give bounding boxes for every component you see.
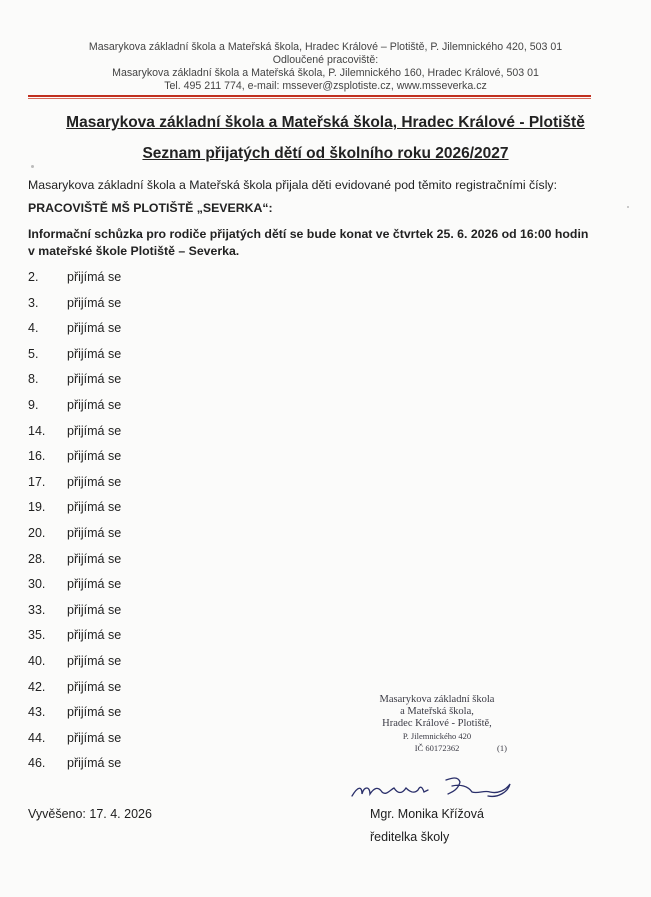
admission-status: přijímá se (67, 730, 122, 745)
admission-status: přijímá se (67, 654, 122, 668)
admission-status: přijímá se (67, 705, 122, 720)
stamp-number: (1) (497, 743, 507, 753)
scan-speck (627, 206, 629, 208)
registration-number: 20. (28, 526, 46, 540)
signatory-role: ředitelka školy (370, 830, 450, 844)
letterhead-line: Tel. 495 211 774, e-mail: mssever@zsplotiste.cz, www.msseverka.cz (164, 80, 487, 92)
registration-number: 4. (28, 321, 39, 336)
school-stamp (362, 694, 512, 754)
intro-text: Masarykova základní škola a Mateřská škola přijala děti evidované pod těmito registračními čísly: (28, 178, 558, 192)
registration-number: 5. (28, 346, 39, 361)
list-title: Seznam přijatých dětí od školního roku 2026/2027 (142, 145, 509, 162)
admission-status: přijímá se (67, 602, 122, 617)
registration-number: 19. (28, 500, 46, 515)
stamp-line: Hradec Králové - Plotiště, (382, 718, 492, 729)
admission-status: přijímá se (67, 756, 122, 771)
registration-number: 40. (28, 654, 46, 668)
stamp-line: IČ 60172362 (414, 743, 460, 753)
meeting-info-line: v mateřské škole Plotiště – Severka. (28, 244, 240, 258)
admission-status: přijímá se (67, 679, 122, 694)
school-heading: Masarykova základní škola a Mateřská škola, Hradec Králové - Plotiště (66, 114, 585, 131)
registration-number: 35. (28, 628, 46, 643)
posted-date: Vyvěšeno: 17. 4. 2026 (28, 807, 152, 821)
handwritten-signature (348, 772, 518, 802)
admission-status: přijímá se (67, 449, 122, 464)
admission-status: přijímá se (67, 577, 122, 592)
registration-number: 46. (28, 756, 46, 771)
registration-number: 9. (28, 398, 39, 412)
letterhead-divider-shadow (28, 98, 591, 99)
scan-speck (31, 165, 34, 168)
admission-status: přijímá se (67, 321, 122, 336)
stamp-line: P. Jilemnického 420 (402, 731, 472, 741)
registration-number: 43. (28, 705, 46, 720)
registration-number: 28. (28, 551, 46, 566)
admission-status: přijímá se (67, 551, 122, 566)
stamp-line: a Mateřská škola, (400, 706, 474, 717)
admission-status: přijímá se (67, 500, 122, 515)
admission-status: přijímá se (67, 295, 122, 310)
registration-number: 3. (28, 295, 39, 310)
registration-number: 42. (28, 679, 46, 694)
registration-number: 8. (28, 372, 39, 387)
admission-status: přijímá se (67, 372, 122, 387)
letterhead-line: Odloučené pracoviště: (272, 54, 379, 66)
letterhead-line: Masarykova základní škola a Mateřská škola, P. Jilemnického 160, Hradec Králové, 503 01 (112, 67, 539, 79)
registration-number: 44. (28, 730, 46, 745)
admission-status: přijímá se (67, 526, 122, 540)
admission-status: přijímá se (67, 346, 122, 361)
registration-number: 16. (28, 449, 46, 464)
registration-number: 17. (28, 474, 46, 489)
registration-number: 2. (28, 270, 39, 284)
letterhead-line: Masarykova základní škola a Mateřská škola, Hradec Králové – Plotiště, P. Jilemnického 420, 503 01 (88, 41, 563, 53)
admission-status: přijímá se (67, 628, 122, 643)
signatory-name: Mgr. Monika Křížová (370, 807, 484, 821)
stamp-line: Masarykova základní škola (379, 694, 495, 705)
admission-status: přijímá se (67, 398, 122, 412)
registration-number: 14. (28, 423, 46, 438)
admission-status: přijímá se (67, 474, 122, 489)
meeting-info-line: Informační schůzka pro rodiče přijatých dětí se bude konat ve čtvrtek 25. 6. 2026 od 16:00 hodin (28, 227, 589, 241)
workplace-heading: PRACOVIŠTĚ MŠ PLOTIŠTĚ „SEVERKA“: (28, 201, 273, 215)
registration-number: 33. (28, 602, 46, 617)
admission-status: přijímá se (67, 423, 122, 438)
letterhead-divider (28, 95, 591, 97)
registration-number: 30. (28, 577, 46, 592)
admission-status: přijímá se (67, 270, 122, 284)
